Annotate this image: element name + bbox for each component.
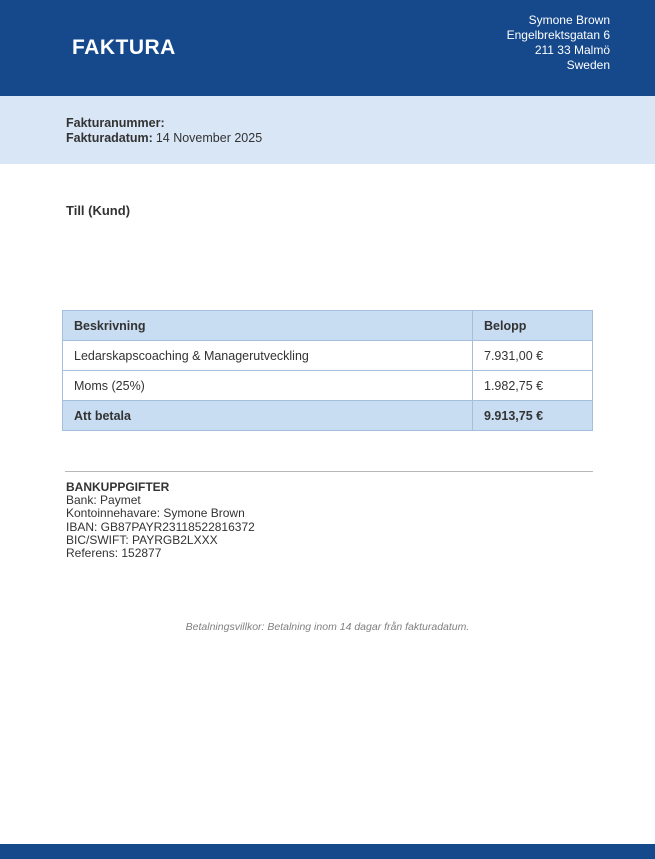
bank-name-line: Bank: Paymet: [66, 493, 141, 508]
line-item-amount: 1.982,75 €: [473, 371, 593, 401]
sender-name: Symone Brown: [528, 13, 610, 27]
sender-country: Sweden: [566, 58, 610, 72]
line-item-description: Moms (25%): [63, 371, 473, 401]
bank-reference-line: Referens: 152877: [66, 546, 162, 561]
bank-heading: BANKUPPGIFTER: [66, 480, 170, 494]
invoice-date-label: Fakturadatum:: [66, 130, 153, 145]
invoice-date-line: [66, 131, 655, 146]
total-amount: 9.913,75 €: [473, 401, 593, 431]
customer-heading: Till (Kund): [66, 203, 131, 218]
table-row: [63, 371, 593, 401]
payment-terms: Betalningsvillkor: Betalning inom 14 dagar från fakturadatum.: [185, 621, 470, 633]
invoice-title: FAKTURA: [72, 36, 176, 59]
sender-address-block: [507, 13, 610, 73]
bank-section-divider: [65, 471, 593, 472]
column-header-description: Beskrivning: [63, 311, 473, 341]
table-header-row: [63, 311, 593, 341]
header-bar: [0, 0, 655, 96]
bank-bic-line: BIC/SWIFT: PAYRGB2LXXX: [66, 532, 218, 547]
line-item-description: Ledarskapscoaching & Managerutveckling: [63, 341, 473, 371]
table-row: [63, 341, 593, 371]
invoice-date-value: 14 November 2025: [155, 130, 263, 145]
invoice-line-items-table: [62, 310, 593, 431]
invoice-number-line: [66, 116, 655, 131]
bank-iban-line: IBAN: GB87PAYR23118522816372: [66, 519, 255, 534]
bank-account-holder-line: Kontoinnehavare: Symone Brown: [66, 506, 245, 521]
footer-bar: [0, 844, 655, 859]
invoice-number-label: Fakturanummer:: [66, 116, 165, 130]
sender-street: Engelbrektsgatan 6: [506, 28, 610, 42]
column-header-amount: Belopp: [473, 311, 593, 341]
sender-city: 211 33 Malmö: [534, 43, 610, 57]
line-item-amount: 7.931,00 €: [473, 341, 593, 371]
table-total-row: [63, 401, 593, 431]
total-label: Att betala: [63, 401, 473, 431]
invoice-meta-band: [0, 96, 655, 164]
bank-details-block: [66, 481, 255, 560]
